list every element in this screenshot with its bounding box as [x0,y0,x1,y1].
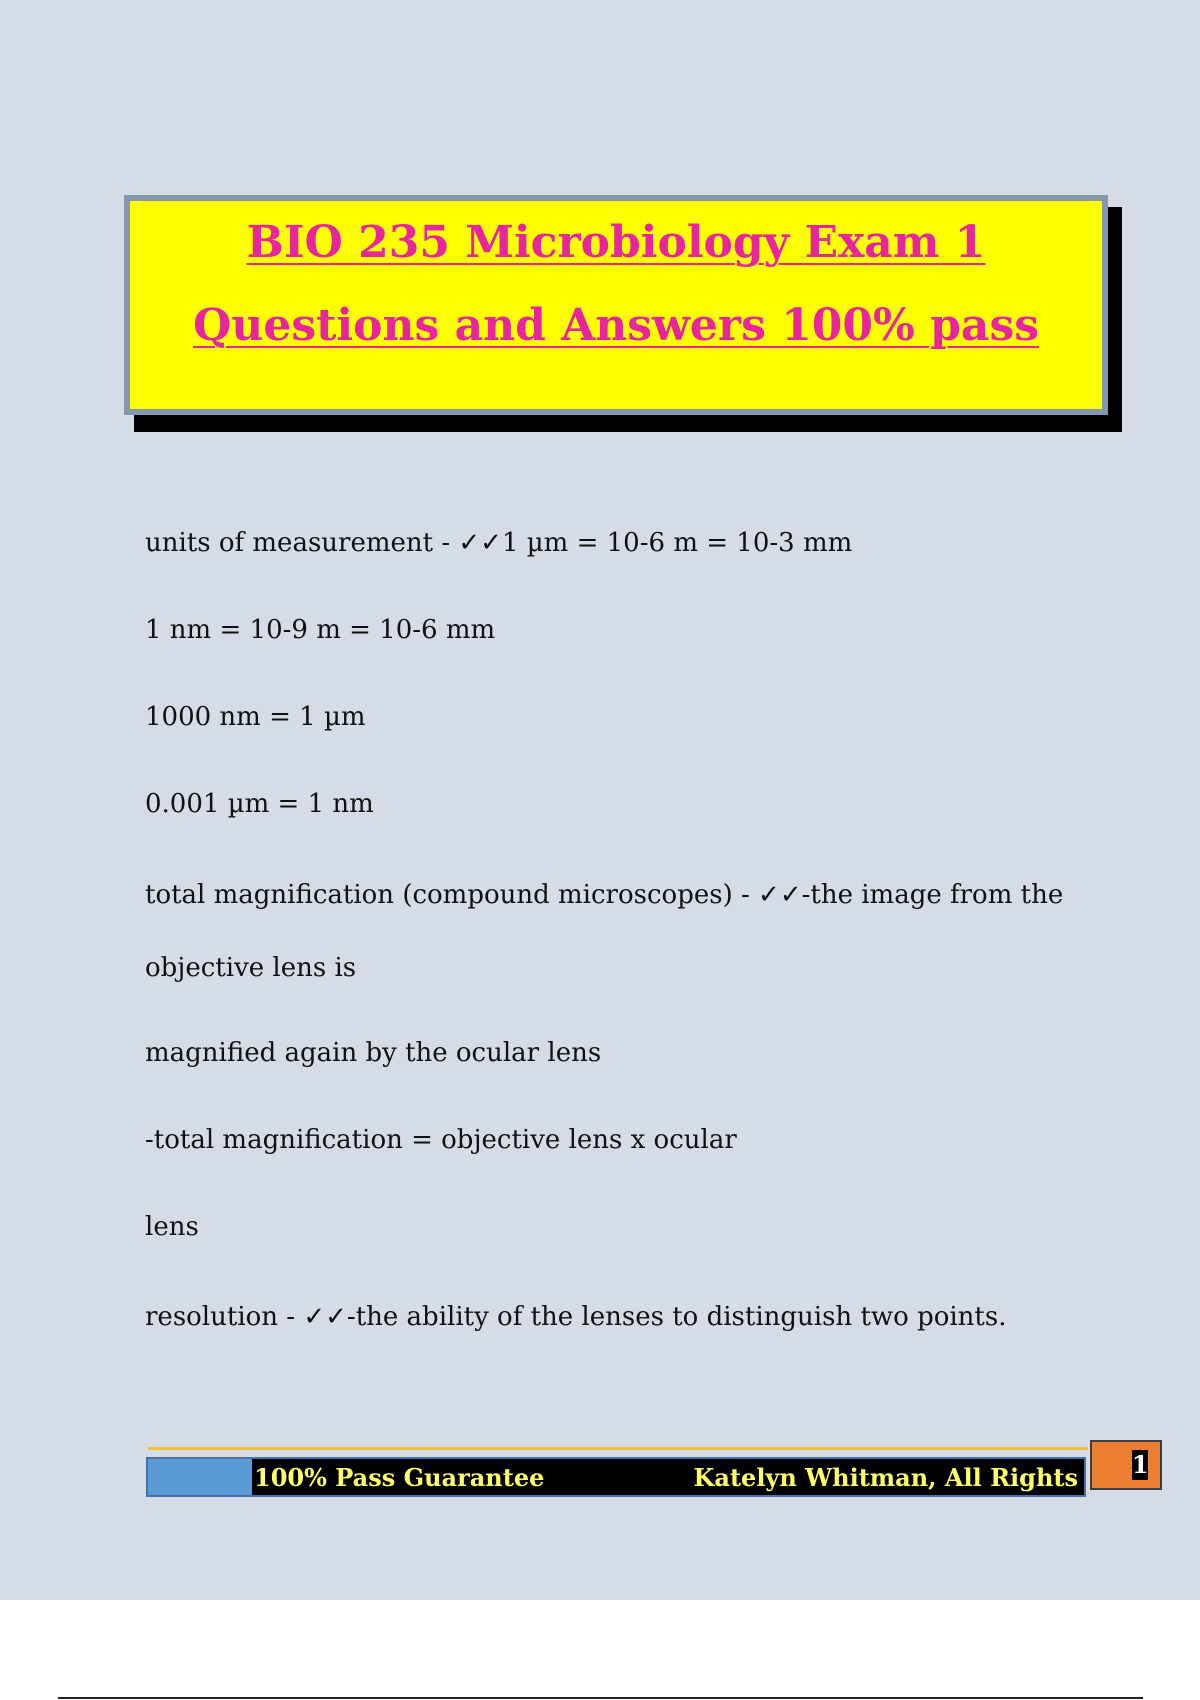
bottom-divider [58,1697,1143,1699]
document-title-line-1: BIO 235 Microbiology Exam 1 [246,217,986,268]
page-number-box [1090,1440,1162,1490]
page-number: 1 [1132,1450,1149,1479]
footer-accent-block [148,1459,252,1495]
body-line-magnified-again: magnified again by the ocular lens [145,1038,602,1068]
body-line-1000-nm: 1000 nm = 1 µm [145,702,366,732]
body-line-lens: lens [145,1212,199,1242]
footer-divider [148,1447,1088,1450]
body-line-total-magnification: total magnification (compound microscopes) - ✓✓-the image from the [145,880,1064,910]
body-line-0001-um: 0.001 µm = 1 nm [145,789,374,819]
body-line-total-magnification-formula: -total magnification = objective lens x ocular [145,1125,737,1155]
body-line-resolution: resolution - ✓✓-the ability of the lenses to distinguish two points. [145,1302,1007,1332]
body-line-nm-conversion: 1 nm = 10-9 m = 10-6 mm [145,615,496,645]
title-box [124,195,1108,415]
body-line-objective-lens: objective lens is [145,953,357,983]
body-line-units-of-measurement: units of measurement - ✓✓1 µm = 10-6 m = 10-3 mm [145,528,853,558]
footer-bar [146,1457,1086,1497]
footer-pass-guarantee: 100% Pass Guarantee [254,1463,545,1492]
footer-author-rights: Katelyn Whitman, All Rights [693,1463,1078,1492]
document-title-line-2: Questions and Answers 100% pass [193,300,1039,351]
